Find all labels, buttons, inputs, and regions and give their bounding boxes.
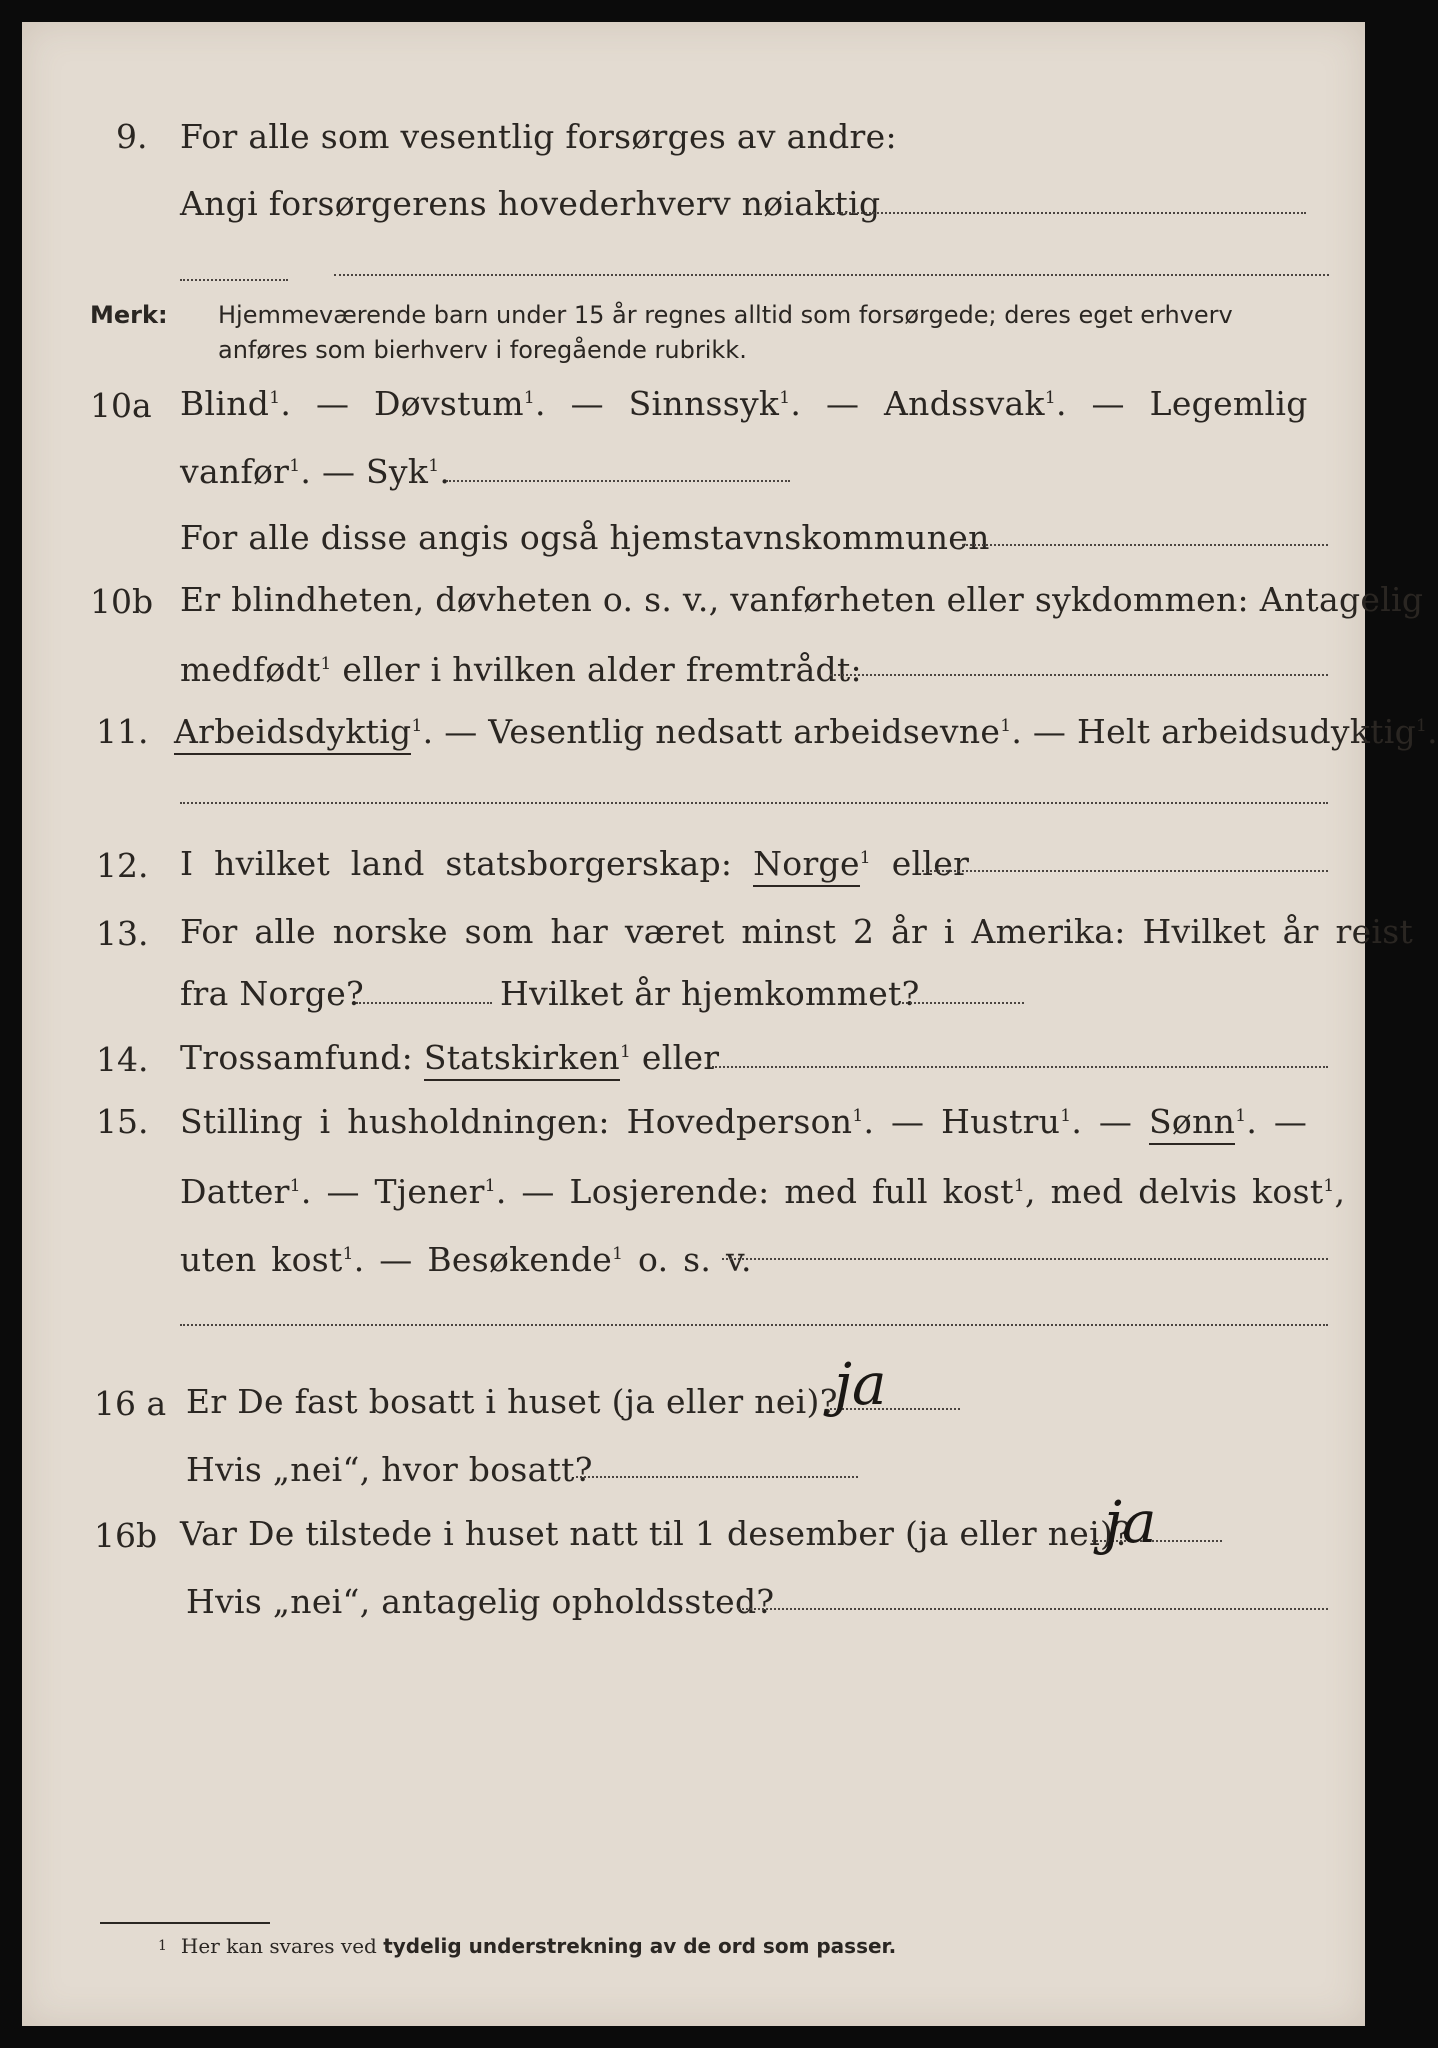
q9-question: For alle som vesentlig forsørges av andre:: [180, 117, 897, 156]
footnote-ref: 1: [1000, 716, 1012, 736]
option-uten-kost: uten kost: [180, 1240, 343, 1279]
q15-line-2: [180, 1172, 1345, 1212]
option-hustru: . — Hustru: [863, 1102, 1061, 1141]
footnote-mark: 1: [158, 1938, 167, 1954]
q15-osv: o. s. v.: [623, 1240, 752, 1279]
footnote-ref: 1: [523, 388, 535, 408]
q10a-number: 10a: [90, 386, 152, 425]
footnote-ref: 1: [852, 1106, 864, 1126]
q13-returned-year-line[interactable]: [902, 1002, 1024, 1004]
q10b-age-prompt: eller i hvilken alder fremtrådt:: [331, 650, 862, 689]
option-sonn-underlined: Sønn: [1149, 1102, 1235, 1145]
footnote-text: Her kan svares ved: [180, 1934, 384, 1958]
q14-question: [180, 1038, 719, 1078]
option-arbeidsdyktig-underlined: Arbeidsdyktig: [174, 712, 411, 755]
q16b-number: 16b: [94, 1516, 158, 1555]
option-hovedperson: Stilling i husholdningen: Hovedperson: [180, 1102, 853, 1141]
q10a-options-line-2: [180, 452, 450, 492]
q9-instruction: Angi forsørgerens hovederhverv nøiaktig: [180, 184, 881, 223]
q9-answer-line-2b[interactable]: [334, 274, 1329, 276]
q13-returned: Hvilket år hjemkommet?: [500, 974, 920, 1013]
q14-answer-line[interactable]: [712, 1066, 1328, 1068]
q10b-number: 10b: [90, 582, 154, 621]
q9-answer-line-2a[interactable]: [180, 279, 288, 281]
q13-question: For alle norske som har været minst 2 år i Amerika: Hvilket år reist: [180, 912, 1414, 951]
q16b-question: Var De tilstede i huset natt til 1 desember (ja eller nei)?: [180, 1514, 1132, 1553]
footnote-text-bold: tydelig understrekning av de ord som passer.: [383, 1934, 897, 1958]
option-blind: Blind: [180, 384, 270, 423]
q11-answer-line[interactable]: [180, 802, 1328, 804]
option-vanfor: vanfør: [180, 452, 290, 491]
option-full-kost: . — Losjerende: med full kost: [495, 1172, 1014, 1211]
q14-eller: eller: [631, 1038, 720, 1077]
footnote-ref: 1: [289, 1176, 301, 1196]
option-sinnssyk: . — Sinnssyk: [534, 384, 780, 423]
footnote-ref: 1: [1235, 1106, 1247, 1126]
footnote-ref: 1: [620, 1042, 632, 1062]
footnote-ref: 1: [1060, 1106, 1072, 1126]
q10a-hometown-instruction: For alle disse angis også hjemstavnskommunen: [180, 518, 990, 557]
q10a-options-line-1: [180, 384, 1308, 424]
option-tjener: . — Tjener: [300, 1172, 485, 1211]
footnote-ref: 1: [779, 388, 791, 408]
q10b-question-2: [180, 650, 862, 690]
q12-number: 12.: [96, 846, 149, 885]
q15-line-3: [180, 1240, 752, 1280]
separator: . —: [1246, 1102, 1308, 1141]
q10a-answer-line[interactable]: [446, 480, 790, 482]
option-dovstum: . — Døvstum: [280, 384, 524, 423]
footnote-ref: 1: [342, 1244, 354, 1264]
option-delvis-kost: , med delvis kost: [1024, 1172, 1324, 1211]
option-datter: Datter: [180, 1172, 290, 1211]
merk-label: Merk:: [90, 301, 168, 329]
q13-number: 13.: [96, 914, 149, 953]
q12-eller: eller: [870, 844, 970, 883]
footnote-ref: 1: [1323, 1176, 1335, 1196]
q16a-number: 16 a: [94, 1384, 167, 1423]
option-andssvak: . — Andssvak: [790, 384, 1045, 423]
q9-answer-line[interactable]: [830, 212, 1306, 214]
q10a-hometown-line[interactable]: [962, 544, 1328, 546]
footnote-ref: 1: [269, 388, 281, 408]
q16b-handwritten-answer[interactable]: ja: [1104, 1488, 1157, 1556]
footnote-ref: 1: [320, 654, 332, 674]
merk-line-2: anføres som bierhverv i foregående rubrikk.: [218, 336, 747, 364]
q14-text: Trossamfund:: [180, 1038, 424, 1077]
option-legemlig: . — Legemlig: [1055, 384, 1308, 423]
q10b-answer-line[interactable]: [830, 674, 1328, 676]
option-nedsatt: . — Vesentlig nedsatt arbeidsevne: [422, 712, 1001, 751]
option-statskirken-underlined: Statskirken: [424, 1038, 620, 1081]
footnote-ref: 1: [1044, 388, 1056, 408]
q16a-where-prompt: Hvis „nei“, hvor bosatt?: [186, 1450, 593, 1489]
q15-number: 15.: [96, 1102, 149, 1141]
footnote-ref: 1: [612, 1244, 624, 1264]
q13-left-norway: fra Norge?: [180, 974, 365, 1013]
census-form: [22, 22, 1438, 2026]
q11-options: [174, 712, 1438, 752]
q15-line-1: [180, 1102, 1307, 1142]
q15-answer-line[interactable]: [722, 1258, 1328, 1260]
footnote: [158, 1934, 896, 1958]
q12-text: I hvilket land statsborgerskap:: [180, 844, 754, 883]
punctuation: ,: [1334, 1172, 1346, 1211]
footnote-ref: 1: [289, 456, 301, 476]
q13-left-year-line[interactable]: [356, 1002, 492, 1004]
option-besokende: . — Besøkende: [353, 1240, 613, 1279]
footnote-rule: [100, 1922, 270, 1924]
q16b-stay-prompt: Hvis „nei“, antagelig opholdssted?: [186, 1582, 775, 1621]
footnote-ref: 1: [1013, 1176, 1025, 1196]
q15-answer-line-2[interactable]: [180, 1324, 1328, 1326]
separator: . —: [1071, 1102, 1149, 1141]
footnote-ref: 1: [484, 1176, 496, 1196]
q14-number: 14.: [96, 1040, 149, 1079]
option-norge-underlined: Norge: [753, 844, 860, 887]
q9-number: 9.: [116, 117, 148, 156]
q10b-question: Er blindheten, døvheten o. s. v., vanførheten eller sykdommen: Antagelig: [180, 580, 1424, 619]
option-syk: . — Syk: [300, 452, 429, 491]
q16a-where-line[interactable]: [576, 1476, 858, 1478]
merk-line-1: Hjemmeværende barn under 15 år regnes alltid som forsørgede; deres eget erhverv: [218, 301, 1233, 329]
q16a-question: Er De fast bosatt i huset (ja eller nei)?: [186, 1382, 838, 1421]
punctuation: .: [439, 452, 451, 491]
q12-answer-line[interactable]: [922, 870, 1328, 872]
punctuation: .: [1427, 712, 1438, 751]
footnote-ref: 1: [428, 456, 440, 476]
footnote-ref: 1: [859, 848, 871, 868]
q16a-handwritten-answer[interactable]: ja: [834, 1350, 887, 1418]
q11-number: 11.: [96, 712, 149, 751]
footnote-ref: 1: [411, 716, 423, 736]
q16b-stay-line[interactable]: [738, 1608, 1328, 1610]
q12-question: [180, 844, 969, 884]
footnote-ref: 1: [1416, 716, 1428, 736]
option-medfodt: medfødt: [180, 650, 321, 689]
option-udyktig: . — Helt arbeidsudyktig: [1011, 712, 1416, 751]
